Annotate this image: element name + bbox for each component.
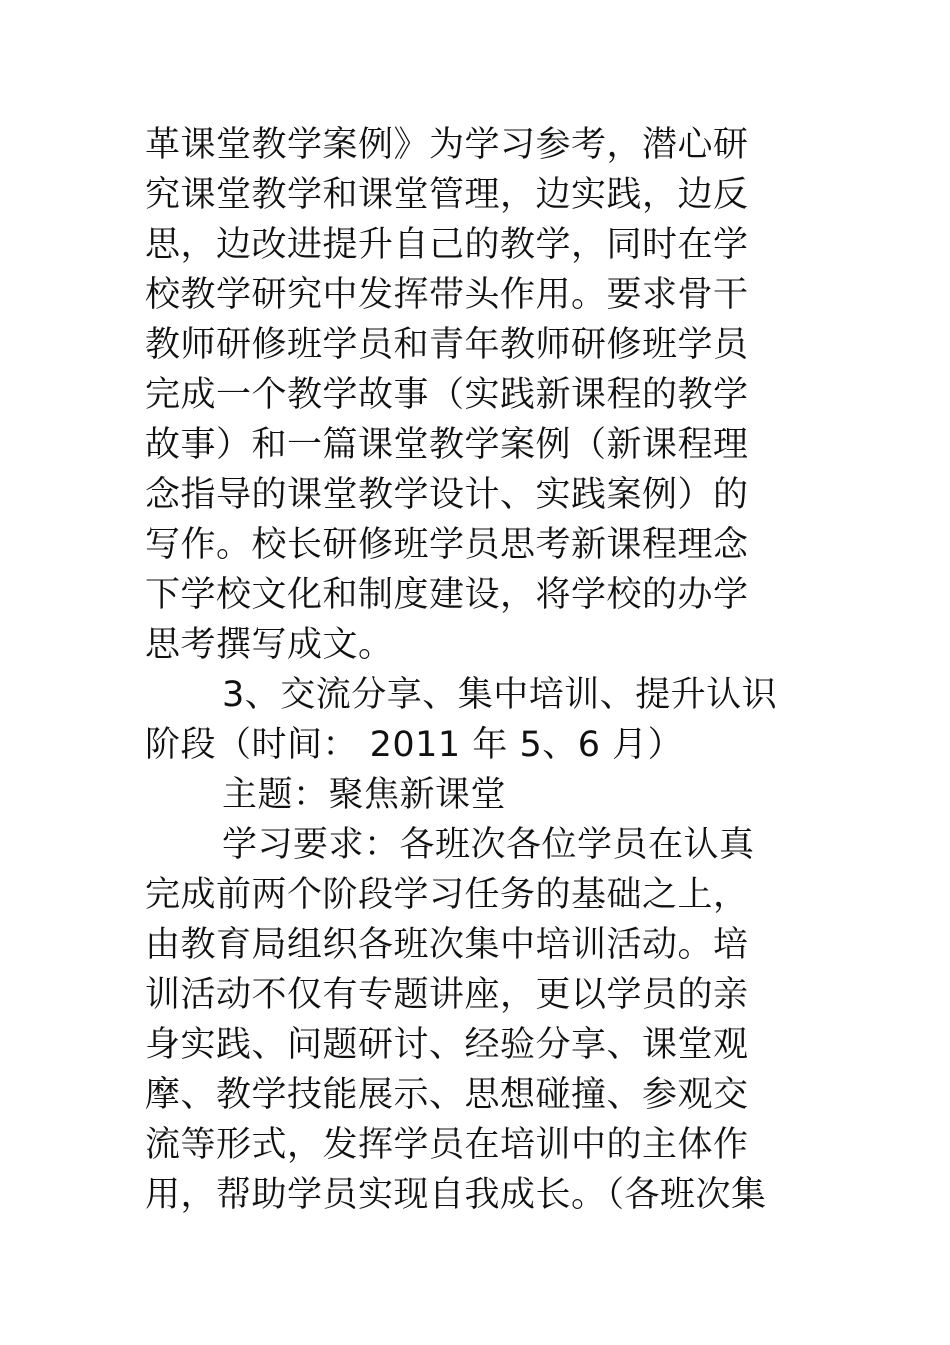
text-line: 思，边改进提升自己的教学，同时在学 — [145, 225, 749, 265]
text-line: 摩、教学技能展示、思想碰撞、参观交 — [145, 1075, 749, 1115]
text-line: 训活动不仅有专题讲座，更以学员的亲 — [145, 975, 749, 1015]
section-heading-continued: 阶段（时间： 2011 年 5、6 月） — [145, 725, 684, 765]
text-line: 流等形式，发挥学员在培训中的主体作 — [145, 1125, 749, 1165]
requirements-line: 学习要求：各班次各位学员在认真 — [222, 825, 755, 865]
text-line: 革课堂教学案例》为学习参考，潜心研 — [145, 125, 749, 165]
text-line: 身实践、问题研讨、经验分享、课堂观 — [145, 1025, 749, 1065]
text-line: 思考撰写成文。 — [145, 625, 394, 665]
text-line: 下学校文化和制度建设，将学校的办学 — [145, 575, 749, 615]
text-line: 念指导的课堂教学设计、实践案例）的 — [145, 475, 749, 515]
text-line: 由教育局组织各班次集中培训活动。培 — [145, 925, 749, 965]
text-line: 完成前两个阶段学习任务的基础之上， — [145, 875, 749, 915]
text-line: 故事）和一篇课堂教学案例（新课程理 — [145, 425, 749, 465]
text-line: 写作。校长研修班学员思考新课程理念 — [145, 525, 749, 565]
section-heading: 3、交流分享、集中培训、提升认识 — [222, 675, 778, 715]
text-line: 教师研修班学员和青年教师研修班学员 — [145, 325, 749, 365]
text-line: 用，帮助学员实现自我成长。（各班次集 — [145, 1175, 767, 1215]
text-line: 完成一个教学故事（实践新课程的教学 — [145, 375, 749, 415]
text-line: 究课堂教学和课堂管理，边实践，边反 — [145, 175, 749, 215]
theme-line: 主题：聚焦新课堂 — [222, 775, 507, 815]
text-line: 校教学研究中发挥带头作用。要求骨干 — [145, 275, 749, 315]
